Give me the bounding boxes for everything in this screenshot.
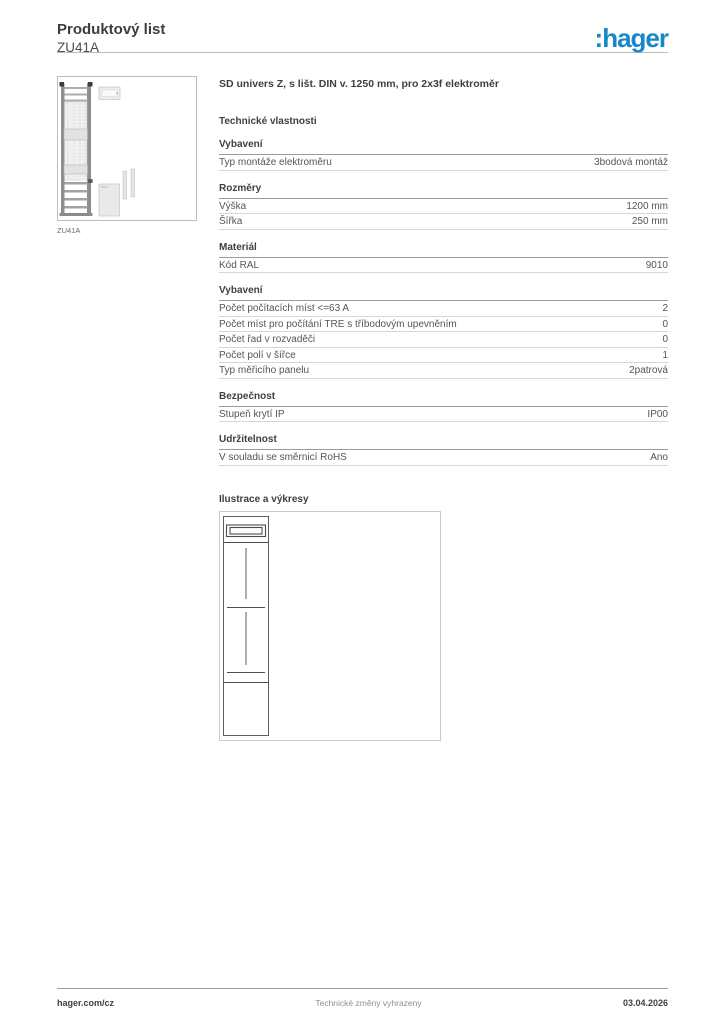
spec-section — [219, 139, 668, 171]
spec-row — [219, 450, 668, 466]
header-titles — [57, 21, 165, 56]
spec-label: Kód RAL — [219, 259, 260, 271]
spec-section-title: Udržitelnost — [219, 434, 668, 450]
spec-value: 3bodová montáž — [594, 157, 668, 168]
product-photo-drawing — [58, 77, 196, 220]
spec-value: 0 — [662, 318, 668, 330]
page-header — [57, 0, 668, 55]
spec-row — [219, 258, 668, 274]
spec-value: 2 — [662, 303, 668, 314]
spec-label: Stupeň krytí IP — [219, 408, 285, 420]
spec-label: Šířka — [219, 216, 243, 227]
spec-section-title: Vybavení — [219, 285, 668, 301]
footer-row — [57, 989, 668, 1008]
spec-row — [219, 407, 668, 423]
product-image-caption: ZU41A — [57, 226, 81, 235]
spec-value: 1 — [662, 349, 668, 361]
spec-label: Počet řad v rozvaděči — [219, 334, 316, 345]
spec-row — [219, 317, 668, 333]
spec-label: Počet počítacích míst <=63 A — [219, 303, 350, 314]
spec-value: 0 — [662, 334, 668, 345]
spec-label: Výška — [219, 200, 247, 212]
product-reference: ZU41A — [57, 40, 100, 55]
spec-value: 9010 — [645, 259, 668, 271]
spec-sections — [219, 139, 668, 466]
spec-value: 1200 mm — [626, 200, 668, 212]
illustrations-heading: Ilustrace a výkresy — [219, 493, 309, 505]
spec-label: Počet polí v šířce — [219, 349, 296, 361]
dimensional-drawing — [220, 512, 440, 740]
spec-section — [219, 242, 668, 274]
spec-label: V souladu se směrnicí RoHS — [219, 452, 347, 463]
spec-section — [219, 391, 668, 423]
content-area — [57, 76, 668, 741]
spec-section-title: Vybavení — [219, 139, 668, 155]
spec-row — [219, 301, 668, 317]
spec-row — [219, 348, 668, 364]
spec-value: IP00 — [647, 408, 668, 420]
spec-row — [219, 214, 668, 230]
illustration-frame — [219, 511, 441, 741]
hager-website-link[interactable]: hager.com/cz — [57, 998, 115, 1008]
spec-label: Počet míst pro počítání TRE s tříbodovým upevněním — [219, 318, 457, 330]
specifications-column — [219, 78, 668, 741]
spec-label: Typ montáže elektroměru — [219, 157, 332, 168]
spec-value: 250 mm — [631, 216, 668, 227]
product-image-frame — [57, 76, 197, 221]
product-visual-column — [57, 76, 199, 741]
footer-date: 03.04.2026 — [622, 998, 668, 1008]
spec-section-title: Rozměry — [219, 183, 668, 199]
spec-section-title: Materiál — [219, 242, 668, 258]
spec-row — [219, 332, 668, 348]
spec-section — [219, 285, 668, 379]
hager-logo: :hager — [594, 23, 668, 53]
product-title: SD univers Z, s lišt. DIN v. 1250 mm, pro 2x3f elektroměr — [219, 78, 499, 90]
spec-value: Ano — [650, 452, 668, 463]
technical-properties-heading: Technické vlastnosti — [219, 116, 317, 127]
spec-section-title: Bezpečnost — [219, 391, 668, 407]
spec-value: 2patrová — [629, 365, 668, 376]
spec-label: Typ měřicího panelu — [219, 365, 310, 376]
footer-disclaimer: Technické změny vyhrazeny — [315, 998, 422, 1008]
spec-section — [219, 434, 668, 466]
spec-row — [219, 155, 668, 171]
page-footer — [57, 988, 668, 1008]
spec-section — [219, 183, 668, 230]
spec-row — [219, 363, 668, 379]
document-type-title: Produktový list — [57, 21, 166, 38]
spec-row — [219, 199, 668, 215]
